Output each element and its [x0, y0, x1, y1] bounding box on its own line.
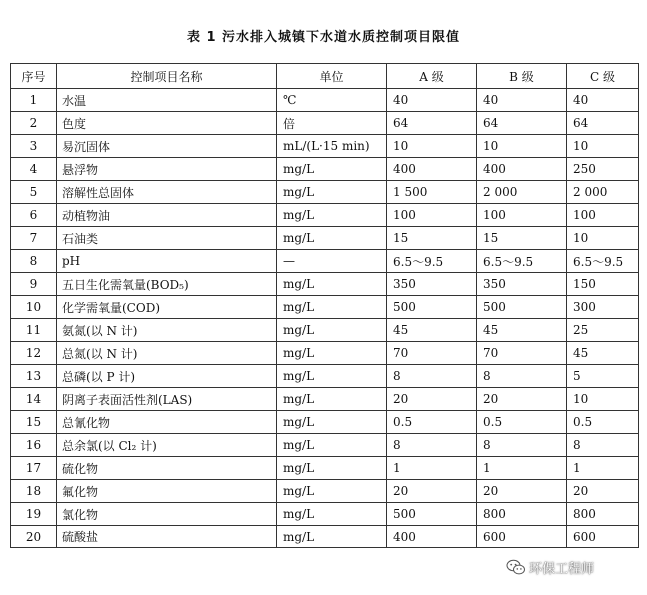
cell-seq: 13 — [11, 365, 57, 388]
cell-grade-a: 10 — [387, 135, 477, 158]
cell-grade-c: 8 — [567, 434, 639, 457]
table-row — [11, 296, 639, 319]
cell-grade-a: 20 — [387, 480, 477, 503]
cell-grade-b: 400 — [477, 158, 567, 181]
table-row — [11, 526, 639, 548]
cell-grade-c: 0.5 — [567, 411, 639, 434]
cell-item-name: 水温 — [57, 89, 277, 112]
table-row — [11, 112, 639, 135]
cell-grade-a: 8 — [387, 365, 477, 388]
header-grade-a: A 级 — [387, 64, 477, 89]
table-row — [11, 89, 639, 112]
cell-item-name: pH — [57, 250, 277, 273]
cell-unit: mg/L — [277, 503, 387, 526]
header-row — [11, 64, 639, 89]
header-item-name: 控制项目名称 — [57, 64, 277, 89]
cell-seq: 6 — [11, 204, 57, 227]
cell-grade-b: 500 — [477, 296, 567, 319]
cell-unit: mg/L — [277, 319, 387, 342]
watermark-text: 环保工程师 — [529, 561, 595, 577]
cell-unit: mL/(L·15 min) — [277, 135, 387, 158]
cell-grade-c: 5 — [567, 365, 639, 388]
cell-grade-a: 500 — [387, 503, 477, 526]
cell-unit: mg/L — [277, 296, 387, 319]
wechat-icon — [506, 559, 526, 576]
cell-item-name: 阴离子表面活性剂(LAS) — [57, 388, 277, 411]
cell-grade-c: 25 — [567, 319, 639, 342]
cell-grade-b: 64 — [477, 112, 567, 135]
cell-grade-a: 6.5～9.5 — [387, 250, 477, 273]
cell-grade-a: 15 — [387, 227, 477, 250]
cell-seq: 7 — [11, 227, 57, 250]
cell-unit: ℃ — [277, 89, 387, 112]
cell-grade-c: 6.5～9.5 — [567, 250, 639, 273]
cell-unit: mg/L — [277, 273, 387, 296]
cell-grade-c: 10 — [567, 135, 639, 158]
header-unit: 单位 — [277, 64, 387, 89]
cell-grade-b: 350 — [477, 273, 567, 296]
cell-grade-c: 800 — [567, 503, 639, 526]
cell-seq: 14 — [11, 388, 57, 411]
cell-unit: mg/L — [277, 365, 387, 388]
cell-item-name: 硫酸盐 — [57, 526, 277, 548]
cell-item-name: 石油类 — [57, 227, 277, 250]
water-quality-limits-table — [10, 63, 639, 548]
header-seq: 序号 — [11, 64, 57, 89]
cell-seq: 12 — [11, 342, 57, 365]
cell-grade-c: 40 — [567, 89, 639, 112]
cell-seq: 18 — [11, 480, 57, 503]
cell-grade-b: 20 — [477, 388, 567, 411]
cell-grade-a: 400 — [387, 158, 477, 181]
cell-grade-a: 20 — [387, 388, 477, 411]
cell-grade-b: 8 — [477, 434, 567, 457]
cell-seq: 15 — [11, 411, 57, 434]
cell-item-name: 总氮(以 N 计) — [57, 342, 277, 365]
cell-grade-a: 0.5 — [387, 411, 477, 434]
cell-grade-a: 1 500 — [387, 181, 477, 204]
table-row — [11, 365, 639, 388]
cell-unit: mg/L — [277, 342, 387, 365]
table-row — [11, 342, 639, 365]
account-watermark — [502, 556, 598, 578]
cell-grade-c: 2 000 — [567, 181, 639, 204]
cell-unit: mg/L — [277, 204, 387, 227]
cell-seq: 3 — [11, 135, 57, 158]
cell-grade-b: 8 — [477, 365, 567, 388]
cell-item-name: 氟化物 — [57, 480, 277, 503]
cell-grade-c: 10 — [567, 388, 639, 411]
cell-item-name: 硫化物 — [57, 457, 277, 480]
cell-unit: mg/L — [277, 434, 387, 457]
table-title: 表 1 污水排入城镇下水道水质控制项目限值 — [186, 30, 461, 45]
cell-seq: 5 — [11, 181, 57, 204]
cell-grade-c: 100 — [567, 204, 639, 227]
cell-grade-a: 1 — [387, 457, 477, 480]
cell-item-name: 氨氮(以 N 计) — [57, 319, 277, 342]
table-row — [11, 158, 639, 181]
header-grade-b: B 级 — [477, 64, 567, 89]
cell-seq: 17 — [11, 457, 57, 480]
cell-grade-b: 100 — [477, 204, 567, 227]
cell-unit: mg/L — [277, 480, 387, 503]
cell-seq: 19 — [11, 503, 57, 526]
cell-grade-a: 8 — [387, 434, 477, 457]
cell-grade-a: 64 — [387, 112, 477, 135]
cell-seq: 16 — [11, 434, 57, 457]
cell-item-name: 化学需氧量(COD) — [57, 296, 277, 319]
cell-grade-c: 45 — [567, 342, 639, 365]
cell-grade-a: 400 — [387, 526, 477, 548]
cell-grade-a: 70 — [387, 342, 477, 365]
cell-grade-a: 350 — [387, 273, 477, 296]
cell-item-name: 五日生化需氧量(BOD₅) — [57, 273, 277, 296]
cell-item-name: 溶解性总固体 — [57, 181, 277, 204]
cell-seq: 9 — [11, 273, 57, 296]
table-row — [11, 181, 639, 204]
table-row — [11, 388, 639, 411]
table-row — [11, 135, 639, 158]
cell-item-name: 悬浮物 — [57, 158, 277, 181]
cell-seq: 4 — [11, 158, 57, 181]
header-grade-c: C 级 — [567, 64, 639, 89]
cell-unit: mg/L — [277, 388, 387, 411]
cell-unit: mg/L — [277, 158, 387, 181]
table-row — [11, 204, 639, 227]
cell-item-name: 色度 — [57, 112, 277, 135]
cell-unit: 倍 — [277, 112, 387, 135]
table-row — [11, 434, 639, 457]
cell-seq: 10 — [11, 296, 57, 319]
table-row — [11, 250, 639, 273]
cell-unit: mg/L — [277, 411, 387, 434]
cell-grade-b: 800 — [477, 503, 567, 526]
cell-grade-b: 45 — [477, 319, 567, 342]
table-row — [11, 503, 639, 526]
table-row — [11, 227, 639, 250]
cell-item-name: 总余氯(以 Cl₂ 计) — [57, 434, 277, 457]
cell-grade-c: 10 — [567, 227, 639, 250]
cell-grade-b: 0.5 — [477, 411, 567, 434]
cell-item-name: 总氰化物 — [57, 411, 277, 434]
cell-seq: 1 — [11, 89, 57, 112]
cell-grade-c: 1 — [567, 457, 639, 480]
cell-grade-b: 40 — [477, 89, 567, 112]
cell-grade-b: 15 — [477, 227, 567, 250]
cell-seq: 11 — [11, 319, 57, 342]
cell-item-name: 易沉固体 — [57, 135, 277, 158]
cell-grade-c: 300 — [567, 296, 639, 319]
cell-seq: 2 — [11, 112, 57, 135]
cell-grade-b: 1 — [477, 457, 567, 480]
cell-grade-b: 600 — [477, 526, 567, 548]
cell-unit: mg/L — [277, 457, 387, 480]
cell-grade-c: 150 — [567, 273, 639, 296]
cell-unit: mg/L — [277, 227, 387, 250]
cell-grade-b: 20 — [477, 480, 567, 503]
cell-grade-b: 10 — [477, 135, 567, 158]
cell-grade-b: 70 — [477, 342, 567, 365]
cell-grade-c: 64 — [567, 112, 639, 135]
cell-grade-b: 6.5～9.5 — [477, 250, 567, 273]
table-row — [11, 273, 639, 296]
cell-seq: 8 — [11, 250, 57, 273]
cell-item-name: 总磷(以 P 计) — [57, 365, 277, 388]
table-row — [11, 319, 639, 342]
table-row — [11, 480, 639, 503]
cell-unit: mg/L — [277, 526, 387, 548]
cell-grade-b: 2 000 — [477, 181, 567, 204]
cell-unit: mg/L — [277, 181, 387, 204]
cell-grade-c: 600 — [567, 526, 639, 548]
cell-grade-c: 20 — [567, 480, 639, 503]
table-row — [11, 457, 639, 480]
cell-grade-a: 100 — [387, 204, 477, 227]
cell-item-name: 氯化物 — [57, 503, 277, 526]
cell-grade-c: 250 — [567, 158, 639, 181]
cell-grade-a: 45 — [387, 319, 477, 342]
cell-grade-a: 40 — [387, 89, 477, 112]
cell-grade-a: 500 — [387, 296, 477, 319]
table-row — [11, 411, 639, 434]
cell-item-name: 动植物油 — [57, 204, 277, 227]
cell-unit: — — [277, 250, 387, 273]
cell-seq: 20 — [11, 526, 57, 548]
